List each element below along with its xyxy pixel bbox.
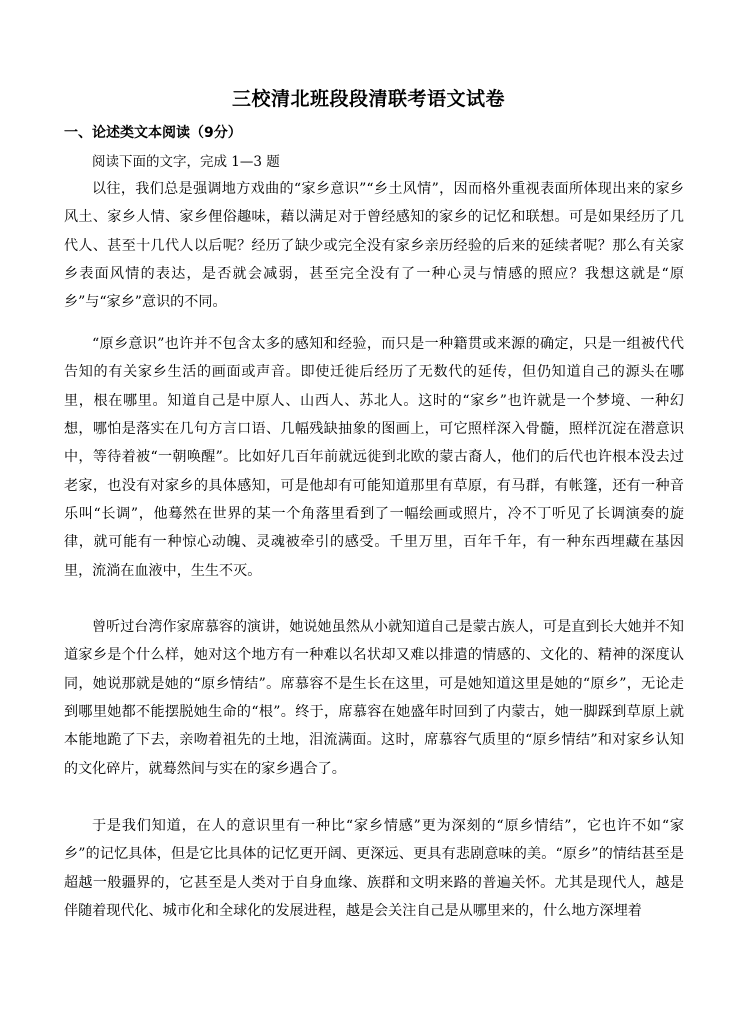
section-heading: 一、论述类文本阅读（9分） xyxy=(64,125,242,141)
passage-paragraph-2: “原乡意识”也许并不包含太多的感知和经验，而只是一种籍贯或来源的确定，只是一组被代代告知的有关家乡生活的画面或声音。即使迁徙后经历了无数代的延传，但仍知道自己的源头在哪里，根在哪里。知道自己是中原人、山西人、苏北人。这时的“家乡”也许就是一个梦境、一种幻想，哪怕是落实在几句方言口语、几幅残缺抽象的图画上，可它照样深入骨髓，照样沉淀在潜意识中，等待着被“一朝唤醒”。比如好几百年前就远徙到北欧的蒙古裔人，他们的后代也许根本没去过老家，也没有对家乡的具体感知，可是他却有可能知道那里有草原，有马群，有帐篷，还有一种音乐叫“长调”，他蓦然在世界的某一个角落里看到了一幅绘画或照片，冷不丁听见了长调演奏的旋律，就可能有一种惊心动魄、灵魂被牵引的感受。千里万里，百年千年，有一种东西埋藏在基因里，流淌在血液中，生生不灭。 xyxy=(64,336,684,579)
reading-instruction: 阅读下面的文字，完成 1—3 题 xyxy=(92,154,280,170)
exam-title: 三校清北班段段清联考语文试卷 xyxy=(231,88,505,110)
passage-paragraph-1: 以往，我们总是强调地方戏曲的“家乡意识”“乡土风情”，因而格外重视表面所体现出来的家乡风土、家乡人情、家乡俚俗趣味，藉以满足对于曾经感知的家乡的记忆和联想。可是如果经历了几代人、甚至十几代人以后呢？经历了缺少或完全没有家乡亲历经验的后来的延续者呢？那么有关家乡表面风情的表达，是否就会减弱，甚至完全没有了一种心灵与情感的照应？我想这就是“原乡”与“家乡”意识的不同。 xyxy=(64,181,684,311)
passage-paragraph-3: 曾听过台湾作家席慕容的演讲，她说她虽然从小就知道自己是蒙古族人，可是直到长大她并不知道家乡是个什么样，她对这个地方有一种难以名状却又难以排遣的情感的、文化的、精神的深度认同，她说那就是她的“原乡情结”。席慕容不是生长在这里，可是她知道这里是她的“原乡”，无论走到哪里她都不能摆脱她生命的“根”。终于，席慕容在她盛年时回到了内蒙古，她一脚踩到草原上就本能地跪了下去，亲吻着祖先的土地，泪流满面。这时，席慕容气质里的“原乡情结”和对家乡认知的文化碎片，就蓦然间与实在的家乡遇合了。 xyxy=(64,619,684,777)
passage-paragraph-4: 于是我们知道，在人的意识里有一种比“家乡情感”更为深刻的“原乡情结”，它也许不如“家乡”的记忆具体，但是它比具体的记忆更开阔、更深远、更具有悲剧意味的美。“原乡”的情结甚至是超越一般疆界的，它甚至是人类对于自身血缘、族群和文明来路的普遍关怀。尤其是现代人，越是伴随着现代化、城市化和全球化的发展进程，越是会关注自己是从哪里来的，什么地方深埋着 xyxy=(64,818,684,920)
